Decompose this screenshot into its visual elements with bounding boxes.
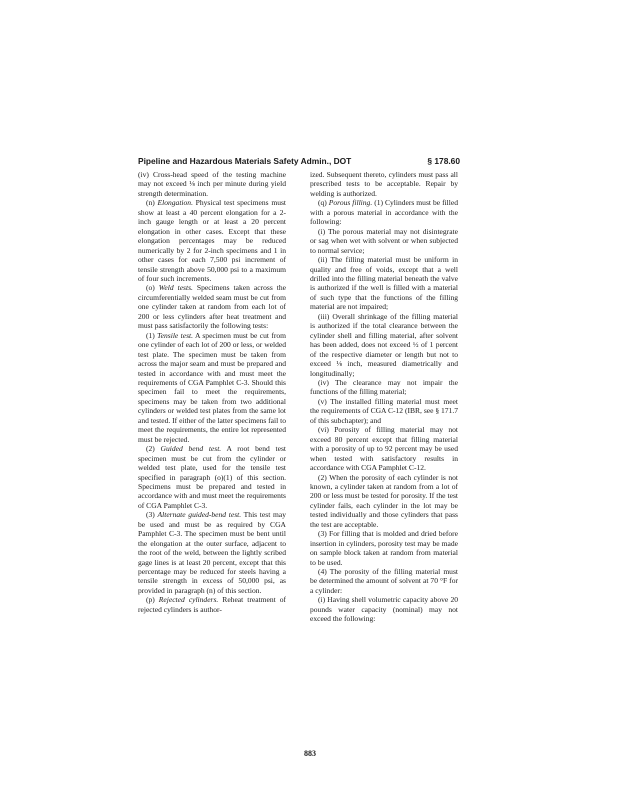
paragraph-text: (vi) Porosity of filling material may not exceed 80 percent except that filling material with a porosity of up to 92 percent may be used when tested with satisfactory results in accordance with CGA Pamphlet C-12. [310, 425, 458, 473]
paragraph [310, 397, 458, 425]
paragraph-label: (o) [146, 283, 159, 293]
paragraph [310, 529, 458, 567]
paragraph-label: (q) [318, 198, 329, 208]
paragraph [310, 255, 458, 312]
paragraph-text: A specimen must be cut from one cylinder of each lot of 200 or less, or welded test plate. The specimen must be taken from across the major seam and must be prepared and tested in accordance with and must meet the requirements of CGA Pamphlet C-3. Should this specimen fail to meet the requirements, specimens may be taken from two additional cylinders or welded test plates from the same lot and tested. If either of the latter specimens fail to meet the requirements, the entire lot represented must be rejected. [138, 330, 286, 444]
paragraph-text: Physical test specimens must show at least a 40 percent elongation for a 2-inch gauge length or at least a 20 percent elongation in other cases. Except that these elongation percentages may be reduced numerically by 2 for 2-inch specimens and 1 in other cases for each 7,500 psi increment of tensile strength above 50,000 psi to a maximum of four such increments. [138, 198, 286, 283]
paragraph-heading: Tensile test. [157, 330, 194, 340]
paragraph-text: (iv) Cross-head speed of the testing machine may not exceed ⅛ inch per minute during yield strength determination. [138, 170, 286, 198]
paragraph-text: (i) Having shell volumetric capacity above 20 pounds water capacity (nominal) may not exceed the following: [310, 595, 458, 624]
paragraph-label: (1) [146, 330, 158, 340]
paragraph-text: ized. Subsequent thereto, cylinders must pass all prescribed tests to be acceptable. Repair by welding is authorized. [310, 170, 458, 198]
paragraph-label: (p) [146, 595, 159, 605]
paragraph-heading: Alternate guided-bend test. [157, 510, 242, 520]
paragraph-text: (3) For filling that is molded and dried before insertion in cylinders, porosity test may be made on sample block taken at random from material to be used. [310, 529, 458, 567]
header-section-number: § 178.60 [427, 156, 460, 166]
paragraph-text: Reheat treatment of rejected cylinders is author- [138, 595, 286, 614]
right-text-column [310, 170, 458, 730]
paragraph [310, 378, 458, 397]
left-text-column [138, 170, 286, 730]
paragraph [310, 170, 458, 198]
header-title: Pipeline and Hazardous Materials Safety Admin., DOT [138, 156, 352, 166]
paragraph-text: (v) The installed filling material must meet the requirements of CGA C-12 (IBR, see § 171.7 of this subchapter); and [310, 396, 458, 425]
paragraph [310, 227, 458, 255]
running-header [138, 156, 460, 170]
paragraph [310, 473, 458, 530]
paragraph-heading: Porous filling. [328, 198, 373, 208]
paragraph [310, 425, 458, 472]
paragraph-text: (4) The porosity of the filling material must be determined the amount of solvent at 70 °F for a cylinder: [310, 567, 458, 595]
paragraph [138, 510, 286, 595]
paragraph-text: (iv) The clearance may not impair the functions of the filling material; [310, 377, 458, 397]
paragraph-text: This test may be used and must be as required by CGA Pamphlet C-3. The specimen must be bent until the elongation at the outer surface, adjacent to the root of the weld, between the lightly scribed gage lines is at least 20 percent, except that this percentage may be reduced for steels having a tensile strength in excess of 50,000 psi, as provided in paragraph (n) of this section. [138, 510, 286, 595]
paragraph [310, 312, 458, 378]
paragraph-text: (i) The porous material may not disintegrate or sag when wet with solvent or when subjected to normal service; [310, 226, 458, 255]
page-number: 883 [304, 749, 316, 758]
paragraph-text: (2) When the porosity of each cylinder is not known, a cylinder taken at random from a lot of 200 or less must be tested for porosity. If the test cylinder fails, each cylinder in the lot may be tested individually and those cylinders that pass the test are acceptable. [310, 472, 458, 529]
paragraph [310, 567, 458, 595]
paragraph [138, 444, 286, 510]
paragraph [138, 170, 286, 198]
paragraph-label: (3) [146, 510, 158, 520]
paragraph [138, 198, 286, 283]
paragraph-text: (ii) The filling material must be uniform in quality and free of voids, except that a well drilled into the filling material beneath the valve is authorized if the well is filled with a material of such type that the functions of the filling material are not impaired; [310, 255, 458, 312]
paragraph [138, 595, 286, 614]
paragraph-text: (1) Cylinders must be filled with a porous material in accordance with the following: [310, 198, 458, 227]
paragraph [310, 198, 458, 226]
paragraph-heading: Elongation. [157, 198, 193, 208]
paragraph [310, 595, 458, 623]
paragraph-text: Specimens taken across the circumferentially welded seam must be cut from one cylinder taken at random from each lot of 200 or less cylinders after heat treatment and must pass satisfactorily the following tests: [138, 283, 286, 331]
paragraph-heading: Rejected cylinders. [158, 595, 219, 605]
paragraph-heading: Weld tests. [158, 283, 193, 293]
paragraph [138, 283, 286, 330]
paragraph-text: (iii) Overall shrinkage of the filling material is authorized if the total clearance between the cylinder shell and filling material, after solvent has been added, does not exceed ½ of 1 percent of the respective diameter or length but not to exceed ⅛ inch, measured diametrically and longitudinally; [310, 311, 458, 378]
paragraph-label: (2) [146, 444, 161, 454]
paragraph-text: A root bend test specimen must be cut from the cylinder or welded test plate, used for the tensile test specified in paragraph (o)(1) of this section. Specimens must be prepared and tested in accordance with and must meet the requirements of CGA Pamphlet C-3. [138, 444, 286, 510]
paragraph-label: (n) [146, 198, 158, 208]
paragraph [138, 331, 286, 444]
paragraph-heading: Guided bend test. [160, 444, 222, 454]
